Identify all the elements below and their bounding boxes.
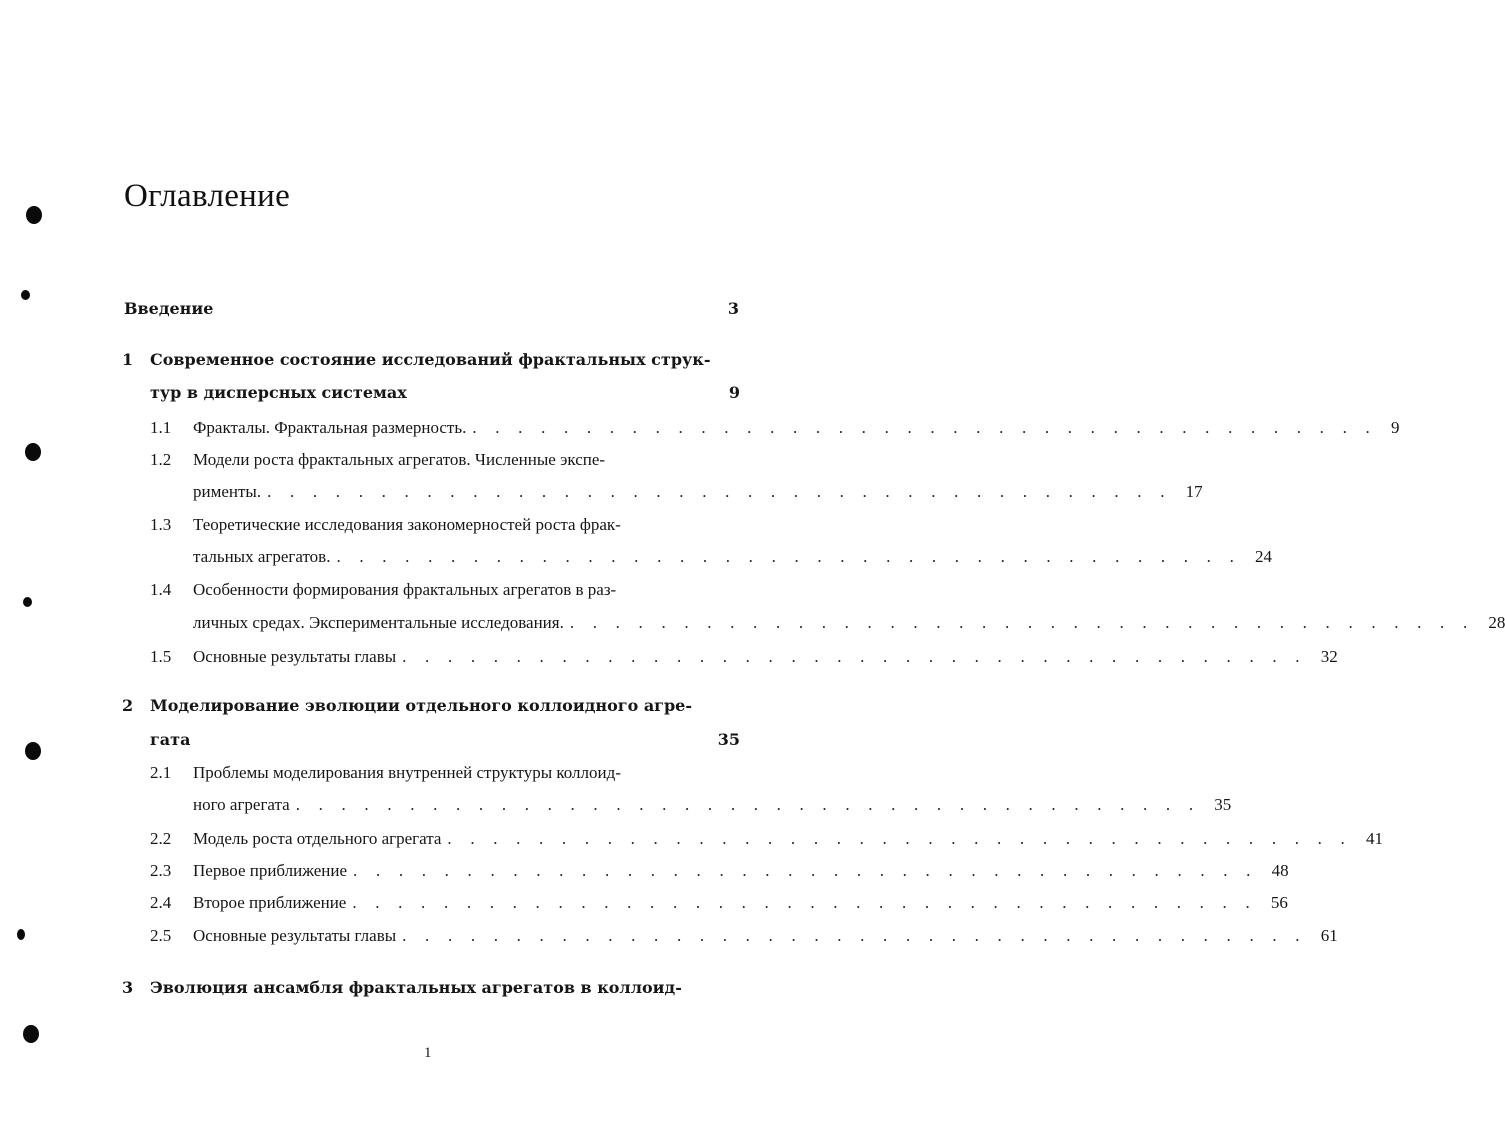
section-number: 2.3 bbox=[150, 861, 172, 880]
toc-page-number: 24 bbox=[1255, 547, 1273, 566]
section-number: 1.1 bbox=[150, 418, 172, 437]
toc-page-number: 41 bbox=[1365, 829, 1383, 848]
section-number: 2.1 bbox=[150, 763, 172, 782]
dot-leader: . . . . . . . . . . . . . . . . . . . . . . . . . . . . . . . . . . . . . . . . bbox=[402, 926, 1307, 945]
section-title-line bbox=[193, 580, 739, 600]
section-number: 1.5 bbox=[150, 647, 172, 666]
section-title-line bbox=[193, 418, 1400, 438]
section-number: 2.4 bbox=[150, 893, 172, 912]
section-title: Особенности формирования фрактальных агрегатов в раз- bbox=[193, 580, 617, 599]
section-title: Проблемы моделирования внутренней структуры коллоид- bbox=[193, 763, 621, 782]
dot-leader: . . . . . . . . . . . . . . . . . . . . . . . . . . . . . . . . . . . . . . . . bbox=[295, 795, 1201, 814]
toc-entry-intro[interactable] bbox=[124, 299, 739, 318]
section-number: 1.2 bbox=[150, 450, 172, 469]
section-title: Фракталы. Фрактальная размерность. bbox=[193, 418, 467, 437]
toc-page-number: 48 bbox=[1271, 861, 1289, 880]
dot-leader: . . . . . . . . . . . . . . . . . . . . . . . . . . . . . . . . . . . . . . . . bbox=[336, 547, 1242, 566]
chapter-title-line bbox=[150, 730, 740, 749]
toc-page-number: 35 bbox=[1214, 795, 1232, 814]
section-title: Основные результаты главы bbox=[193, 647, 397, 666]
chapter-title: Современное состояние исследований фрактальных струк- bbox=[150, 350, 711, 369]
chapter-title: гата bbox=[150, 730, 191, 749]
section-number: 1.3 bbox=[150, 515, 172, 534]
toc-page-number: 17 bbox=[1185, 482, 1203, 501]
toc-page-number: 9 bbox=[1390, 418, 1400, 437]
dot-leader: . . . . . . . . . . . . . . . . . . . . . . . . . . . . . . . . . . . . . . . . bbox=[472, 418, 1377, 437]
section-title-line bbox=[193, 647, 1338, 667]
chapter-title-line bbox=[150, 350, 740, 369]
section-title: ного агрегата bbox=[193, 795, 290, 814]
section-title-line bbox=[193, 450, 739, 470]
page-title: Оглавление bbox=[124, 178, 291, 214]
section-title-line bbox=[193, 613, 1505, 633]
chapter-number: 1 bbox=[122, 350, 134, 369]
toc-page-number: 32 bbox=[1320, 647, 1338, 666]
section-number: 2.5 bbox=[150, 926, 172, 945]
chapter-title: Моделирование эволюции отдельного коллоидного агре- bbox=[150, 696, 692, 715]
section-title: Теоретические исследования закономерностей роста фрак- bbox=[193, 515, 621, 534]
section-title-line bbox=[193, 861, 1289, 881]
chapter-title: Эволюция ансамбля фрактальных агрегатов в коллоид- bbox=[150, 978, 682, 997]
section-title: тальных агрегатов. bbox=[193, 547, 331, 566]
section-title: Первое приближение bbox=[193, 861, 348, 880]
section-title: рименты. bbox=[193, 482, 262, 501]
section-title-line bbox=[193, 795, 1232, 815]
toc-page-number: 28 bbox=[1488, 613, 1505, 632]
section-number: 2.2 bbox=[150, 829, 172, 848]
page-number-footer: 1 bbox=[424, 1045, 432, 1061]
dot-leader: . . . . . . . . . . . . . . . . . . . . . . . . . . . . . . . . . . . . . . . . bbox=[402, 647, 1307, 666]
section-title: Основные результаты главы bbox=[193, 926, 397, 945]
toc-page-number: 35 bbox=[717, 730, 740, 749]
section-title-line bbox=[193, 515, 739, 535]
section-title: Второе приближение bbox=[193, 893, 347, 912]
toc-page-number: 56 bbox=[1270, 893, 1288, 912]
chapter-title-line bbox=[150, 383, 740, 402]
section-title-line bbox=[193, 763, 739, 783]
toc-page-number: 3 bbox=[727, 299, 739, 318]
section-title-line bbox=[193, 547, 1273, 567]
toc-page-number: 9 bbox=[728, 383, 740, 402]
section-title: Модель роста отдельного агрегата bbox=[193, 829, 442, 848]
chapter-title: тур в дисперсных системах bbox=[150, 383, 407, 402]
dot-leader: . . . . . . . . . . . . . . . . . . . . . . . . . . . . . . . . . . . . . . . . bbox=[447, 829, 1352, 848]
section-number: 1.4 bbox=[150, 580, 172, 599]
section-title: Модели роста фрактальных агрегатов. Численные экспе- bbox=[193, 450, 606, 469]
dot-leader: . . . . . . . . . . . . . . . . . . . . . . . . . . . . . . . . . . . . . . . . bbox=[569, 613, 1475, 632]
chapter-title-line bbox=[150, 978, 740, 997]
chapter-number: 3 bbox=[122, 978, 134, 997]
dot-leader: . . . . . . . . . . . . . . . . . . . . . . . . . . . . . . . . . . . . . . . . bbox=[353, 861, 1258, 880]
section-title-line bbox=[193, 926, 1338, 946]
section-title-line bbox=[193, 893, 1288, 913]
toc-entry-label: Введение bbox=[124, 299, 214, 318]
section-title: личных средах. Экспериментальные исследования. bbox=[193, 613, 564, 632]
section-title-line bbox=[193, 482, 1203, 502]
dot-leader: . . . . . . . . . . . . . . . . . . . . . . . . . . . . . . . . . . . . . . . . bbox=[352, 893, 1257, 912]
chapter-title-line bbox=[150, 696, 740, 715]
dot-leader: . . . . . . . . . . . . . . . . . . . . . . . . . . . . . . . . . . . . . . . . bbox=[267, 482, 1172, 501]
chapter-number: 2 bbox=[122, 696, 134, 715]
section-title-line bbox=[193, 829, 1383, 849]
toc-page-number: 61 bbox=[1320, 926, 1338, 945]
